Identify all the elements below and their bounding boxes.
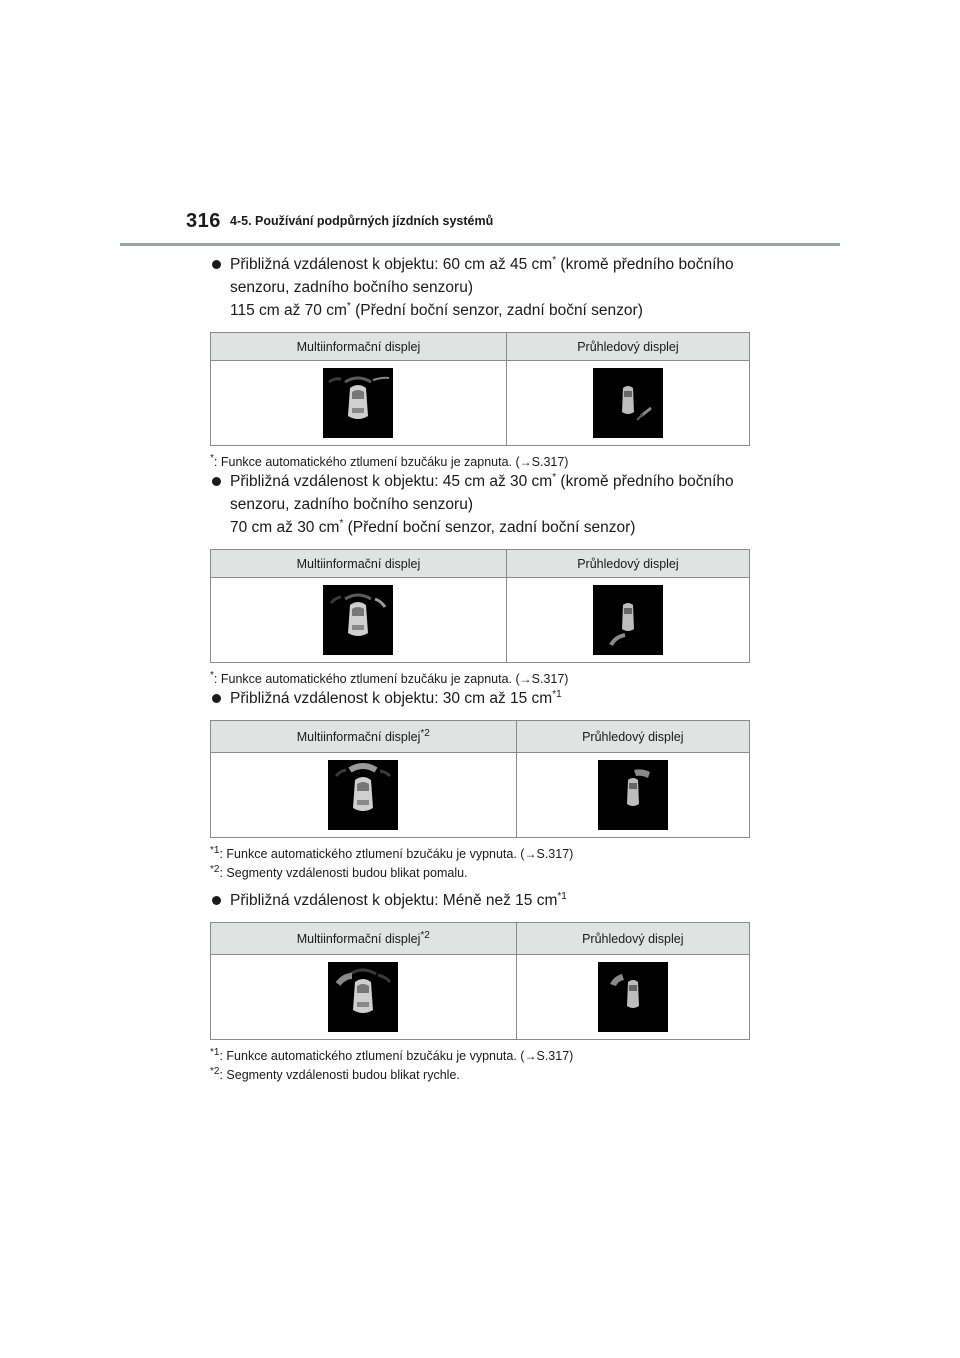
- column-header-multiinfo: Multiinformační displej: [211, 333, 507, 361]
- footnote: $^{*2}$: Segmenty vzdálenosti budou blikat rychle.: [210, 1065, 460, 1082]
- car-sensor-icon: [328, 760, 398, 830]
- column-header-headup: Průhledový displej: [506, 550, 749, 578]
- car-sensor-icon: [598, 962, 668, 1032]
- column-header-headup: Průhledový displej: [506, 333, 749, 361]
- display-table: [210, 922, 750, 1040]
- bullet-dot-icon: [212, 896, 221, 905]
- arrow-right-icon: →: [519, 455, 532, 469]
- bullet-dot-icon: [212, 477, 221, 486]
- column-header-multiinfo: Multiinformační displej: [211, 550, 507, 578]
- arrow-right-icon: →: [519, 672, 532, 686]
- car-sensor-icon: [593, 585, 663, 655]
- car-sensor-icon: [323, 368, 393, 438]
- bullet-dot-icon: [212, 260, 221, 269]
- multiinfo-display-image: [323, 368, 393, 438]
- bullet-dot-icon: [212, 694, 221, 703]
- multiinfo-display-image: [328, 962, 398, 1032]
- car-sensor-icon: [328, 962, 398, 1032]
- head-up-display-image: [598, 962, 668, 1032]
- column-header-headup: Průhledový displej: [516, 923, 749, 955]
- multiinfo-display-image: [328, 760, 398, 830]
- distance-section-4: [210, 889, 750, 1082]
- display-table: [210, 549, 750, 663]
- head-up-display-image: [593, 585, 663, 655]
- car-sensor-icon: [598, 760, 668, 830]
- footnote: *: Funkce automatického ztlumení bzučáku je zapnuta. (→S.317): [210, 452, 569, 469]
- distance-bullet: Přibližná vzdálenost k objektu: 30 cm až 15 $cm^{*1}$: [210, 687, 750, 710]
- distance-bullet: Přibližná vzdálenost k objektu: 60 cm až 45 cm* (kromě předního bočního senzoru, zadního bočního senzoru) 115 cm až 70 cm* (Přední boční senzor, zadní boční senzor): [210, 253, 750, 322]
- header-divider: [120, 243, 840, 246]
- arrow-right-icon: →: [524, 847, 537, 861]
- head-up-display-image: [598, 760, 668, 830]
- distance-bullet: Přibližná vzdálenost k objektu: Méně než 15 $cm^{*1}$: [210, 889, 750, 912]
- column-header-headup: Průhledový displej: [516, 721, 749, 753]
- footnote: $^{*1}$: Funkce automatického ztlumení bzučáku je vypnuta. (→S.317): [210, 844, 574, 861]
- display-table: [210, 332, 750, 446]
- car-sensor-icon: [593, 368, 663, 438]
- footnote: *: Funkce automatického ztlumení bzučáku je zapnuta. (→S.317): [210, 669, 569, 686]
- multiinfo-display-image: [323, 585, 393, 655]
- car-sensor-icon: [323, 585, 393, 655]
- page-number: 316: [186, 210, 221, 232]
- distance-section-2: [210, 470, 750, 686]
- footnote: $^{*2}$: Segmenty vzdálenosti budou blikat pomalu.: [210, 863, 468, 880]
- column-header-multiinfo: Multiinformační displej$^{*2}$: [211, 721, 517, 753]
- distance-bullet: Přibližná vzdálenost k objektu: 45 cm až 30 cm* (kromě předního bočního senzoru, zadního bočního senzoru) 70 cm až 30 cm* (Přední boční senzor, zadní boční senzor): [210, 470, 750, 539]
- display-table: [210, 720, 750, 838]
- section-title: 4-5. Používání podpůrných jízdních systémů: [230, 214, 494, 228]
- column-header-multiinfo: Multiinformační displej$^{*2}$: [211, 923, 517, 955]
- head-up-display-image: [593, 368, 663, 438]
- arrow-right-icon: →: [524, 1049, 537, 1063]
- footnote: $^{*1}$: Funkce automatického ztlumení bzučáku je vypnuta. (→S.317): [210, 1046, 574, 1063]
- distance-section-1: [210, 253, 750, 469]
- distance-section-3: [210, 687, 750, 880]
